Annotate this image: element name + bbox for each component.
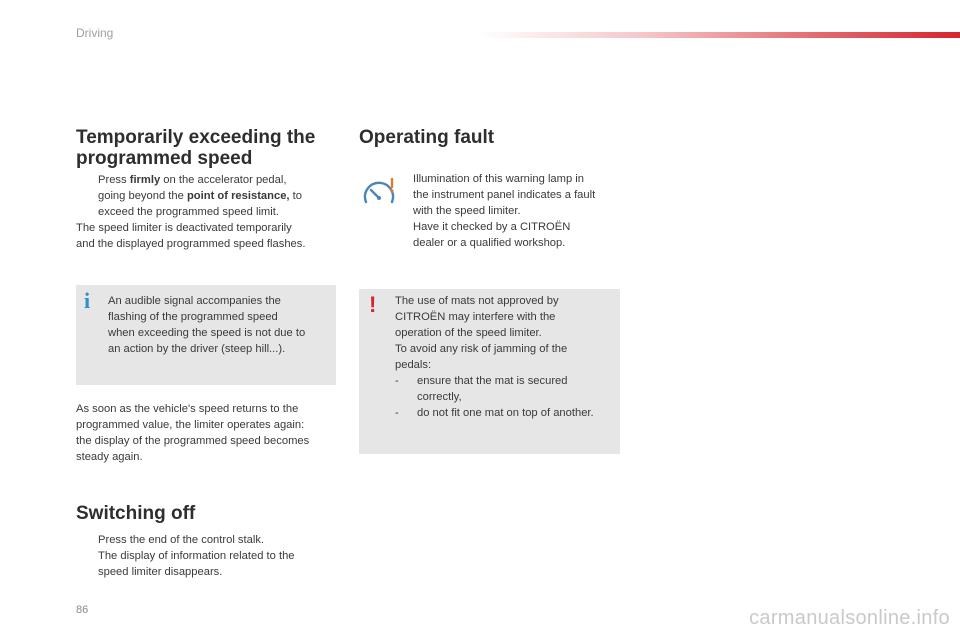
exceed-heading-line2: programmed speed [76,148,253,169]
exceed-heading [76,127,315,169]
return-line2: programmed value, the limiter operates again: [76,419,305,431]
return-line3: the display of the programmed speed becomes [76,435,310,447]
press-instruction [98,172,302,220]
info-icon: i [84,288,91,313]
warning-list-dash-2 [395,405,399,421]
warning-list-item-1 [417,373,568,405]
page-number: 86 [76,604,89,616]
info-line3: when exceeding the speed is not due to [108,327,306,339]
press-line1-a: Press [98,174,130,186]
lamp-line5: dealer or a qualified workshop. [413,237,566,249]
lamp-line3: with the speed limiter. [413,205,521,217]
warning-icon: ! [369,292,377,317]
lamp-line2: the instrument panel indicates a fault [413,189,596,201]
warning-box-text [395,293,567,373]
press-line2-a: going beyond the [98,190,187,202]
lamp-line4: Have it checked by a CITROËN [413,221,571,233]
press-line2-bold: point of resistance, [186,190,290,202]
info-line1: An audible signal accompanies the [108,295,281,307]
info-line4: an action by the driver (steep hill...). [108,343,286,355]
info-box-text [108,293,305,357]
section-header: Driving [76,26,114,40]
return-line4: steady again. [76,451,143,463]
warning-list-item-2: do not fit one mat on top of another. [417,407,594,419]
warn-item1-line1: ensure that the mat is secured [417,375,568,387]
press-line1-bold: firmly [129,174,161,186]
switch-line1: Press the end of the control stalk. [98,534,265,546]
list-dash: - [395,407,399,419]
speed-limiter-warning-lamp-icon [360,176,404,210]
exceed-heading-line1: Temporarily exceeding the [76,127,316,148]
return-line1: As soon as the vehicle's speed returns to the [76,403,299,415]
deactivated-paragraph [76,220,306,252]
watermark: carmanualsonline.info [749,607,950,629]
header-accent-bar [478,32,960,38]
deact-line2: and the displayed programmed speed flashes. [76,238,306,250]
warn-line3: operation of the speed limiter. [395,327,542,339]
switch-line2: The display of information related to the [98,550,295,562]
warning-list [395,373,399,389]
speed-return-paragraph [76,401,309,465]
warning-lamp-text [413,171,595,251]
press-line1-c: on the accelerator pedal, [160,174,287,186]
press-line2-c: to [289,190,302,202]
press-line3: exceed the programmed speed limit. [98,206,279,218]
warn-line4: To avoid any risk of jamming of the [395,343,568,355]
warn-line1: The use of mats not approved by [395,295,559,307]
info-line2: flashing of the programmed speed [108,311,278,323]
warn-line5: pedals: [395,359,432,371]
lamp-line1: Illumination of this warning lamp in [413,173,585,185]
switch-line3: speed limiter disappears. [98,566,223,578]
switching-off-heading: Switching off [76,503,196,524]
warn-line2: CITROËN may interfere with the [395,311,556,323]
list-dash: - [395,375,399,387]
warn-item1-line2: correctly, [417,391,462,403]
operating-fault-heading: Operating fault [359,127,495,148]
switching-off-text [98,532,295,580]
deact-line1: The speed limiter is deactivated temporarily [76,222,292,234]
